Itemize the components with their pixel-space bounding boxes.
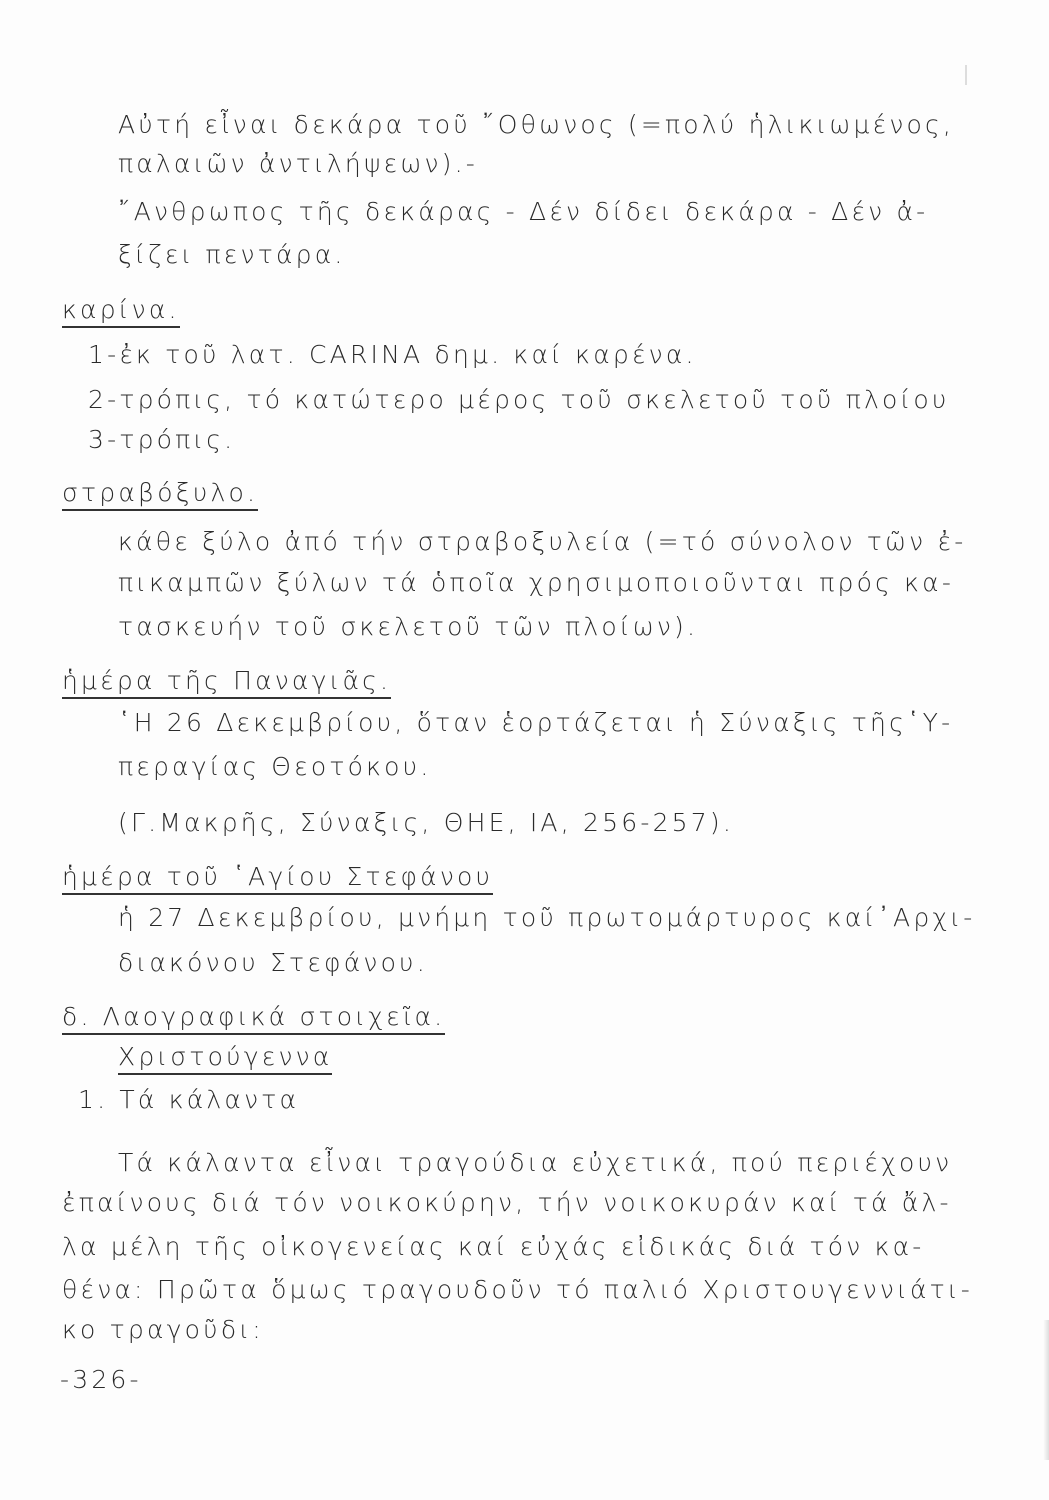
text-line: Αὐτή εἶναι δεκάρα τοῦ ῎Οθωνος (=πολύ ἡλικιωμένος,: [118, 110, 955, 139]
text-line: τασκευήν τοῦ σκελετοῦ τῶν πλοίων).: [118, 612, 699, 641]
section-heading-laografika: δ. Λαογραφικά στοιχεῖα.: [62, 1002, 445, 1032]
text-line: κο τραγοῦδι:: [62, 1315, 264, 1344]
text-line: πικαμπῶν ξύλων τά ὁποῖα χρησιμοποιοῦνται πρός κα-: [118, 568, 955, 597]
page-number: -326-: [60, 1365, 142, 1394]
text-line: ξίζει πεντάρα.: [118, 240, 346, 269]
entry-heading-panagia: ἡμέρα τῆς Παναγιᾶς.: [62, 666, 391, 696]
text-line: 1-ἐκ τοῦ λατ. CARINA δημ. καί καρένα.: [88, 340, 697, 369]
text-line: 3-τρόπις.: [88, 425, 236, 454]
text-line: ἐπαίνους διά τόν νοικοκύρην, τήν νοικοκυράν καί τά ἄλ-: [62, 1188, 952, 1217]
text-line: διακόνου Στεφάνου.: [118, 948, 428, 977]
entry-heading-karina: καρίνα.: [62, 295, 180, 325]
text-line: θένα: Πρῶτα ὅμως τραγουδοῦν τό παλιό Χριστουγεννιάτι-: [62, 1275, 974, 1304]
text-line: ῎Ανθρωπος τῆς δεκάρας - Δέν δίδει δεκάρα - Δέν ἀ-: [118, 197, 929, 226]
entry-heading-stefanos: ἡμέρα τοῦ ῾Αγίου Στεφάνου: [62, 862, 493, 892]
text-line: παλαιῶν ἀντιλήψεων).-: [118, 149, 478, 178]
text-line: ἡ 27 Δεκεμβρίου, μνήμη τοῦ πρωτομάρτυρος καί᾿Αρχι-: [118, 903, 976, 932]
text-line: κάθε ξύλο ἀπό τήν στραβοξυλεία (=τό σύνολον τῶν ἐ-: [118, 527, 967, 556]
text-line: περαγίας Θεοτόκου.: [118, 752, 432, 781]
text-line: ῾Η 26 Δεκεμβρίου, ὅταν ἑορτάζεται ἡ Σύναξις τῆς῾Υ-: [118, 708, 954, 737]
entry-heading-stravoxylo: στραβόξυλο.: [62, 478, 258, 508]
subsection-heading-kalanta: 1. Τά κάλαντα: [78, 1085, 300, 1114]
text-line: λα μέλη τῆς οἰκογενείας καί εὐχάς εἰδικάς διά τόν κα-: [62, 1232, 925, 1261]
text-line: Τά κάλαντα εἶναι τραγούδια εὐχετικά, πού περιέχουν: [118, 1148, 953, 1177]
page-edge-shadow: [1043, 1320, 1049, 1460]
citation-line: (Γ.Μακρῆς, Σύναξις, ΘΗΕ, ΙΑ, 256-257).: [118, 808, 734, 837]
text-line: 2-τρόπις, τό κατώτερο μέρος τοῦ σκελετοῦ τοῦ πλοίου: [88, 385, 950, 414]
margin-mark: [965, 65, 967, 85]
subsection-heading-christougenna: Χριστούγεννα: [118, 1042, 332, 1072]
